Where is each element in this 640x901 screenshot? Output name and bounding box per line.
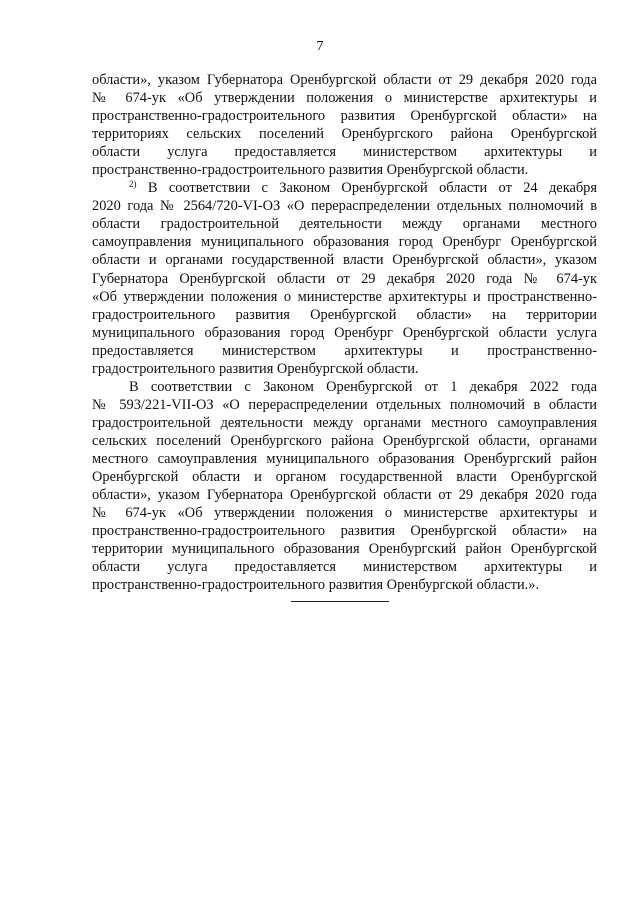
text-line: № 593/221-VII-ОЗ «О перераспределении отдельных полномочий в области: [92, 396, 597, 413]
footnote-mark: 2): [129, 179, 137, 190]
text-line: градостроительного развития Оренбургской области.: [92, 360, 419, 377]
text-line: самоуправления муниципального образования город Оренбург Оренбургской: [92, 234, 597, 251]
document-body: [92, 71, 597, 594]
text-line: 2020 года № 2564/720-VI-ОЗ «О перераспределении отдельных полномочий в: [92, 198, 597, 215]
text-line: сельских поселений Оренбургского района Оренбургской области, органами: [92, 432, 597, 449]
text-line: пространственно-градостроительного развития Оренбургской области.: [92, 162, 529, 179]
text-line: Губернатора Оренбургской области от 29 декабря 2020 года № 674-ук: [92, 270, 597, 287]
text-line: В соответствии с Законом Оренбургской области от 24 декабря: [136, 180, 597, 197]
text-line: № 674-ук «Об утверждении положения о министерстве архитектуры и: [92, 505, 597, 522]
paragraph-1: [92, 71, 597, 179]
text-line: области и органами государственной власти Оренбургской области», указом: [92, 252, 597, 269]
text-line: пространственно-градостроительного развития Оренбургской области.».: [92, 577, 540, 594]
text-line: области», указом Губернатора Оренбургской области от 29 декабря 2020 года: [92, 487, 597, 504]
text-line: пространственно-градостроительного развития Оренбургской области» на: [92, 108, 597, 125]
text-line: области», указом Губернатора Оренбургской области от 29 декабря 2020 года: [92, 72, 597, 88]
text-line: В соответствии с Законом Оренбургской от 1 декабря 2022 года: [129, 378, 597, 395]
text-line: Оренбургской области и органом государственной власти Оренбургской: [92, 469, 597, 486]
text-line: предоставляется министерством архитектуры и пространственно-: [92, 342, 597, 359]
text-line: территориях сельских поселений Оренбургского района Оренбургской: [92, 126, 597, 143]
paragraph-2: [92, 179, 597, 378]
text-line: пространственно-градостроительного развития Оренбургской области» на: [92, 523, 597, 540]
text-line: «Об утверждении положения о министерстве архитектуры и пространственно-: [92, 288, 597, 305]
text-line: градостроительной деятельности между органами местного самоуправления: [92, 414, 597, 431]
text-line-with-footnote: [92, 179, 597, 197]
text-line: градостроительного развития Оренбургской области» на территории: [92, 306, 597, 323]
text-line: № 674-ук «Об утверждении положения о министерстве архитектуры и: [92, 90, 597, 107]
text-line: области услуга предоставляется министерством архитектуры и: [92, 559, 597, 576]
text-line: области услуга предоставляется министерством архитектуры и: [92, 144, 597, 161]
paragraph-3: [92, 378, 597, 595]
text-line: территории муниципального образования Оренбургский район Оренбургской: [92, 541, 597, 558]
page-number: 7: [316, 39, 324, 54]
text-line: области градостроительной деятельности между органами местного: [92, 216, 597, 233]
text-line: местного самоуправления муниципального образования Оренбургский район: [92, 450, 597, 467]
end-separator-line: [291, 601, 389, 602]
text-line: муниципального образования город Оренбург Оренбургской области услуга: [92, 324, 597, 341]
